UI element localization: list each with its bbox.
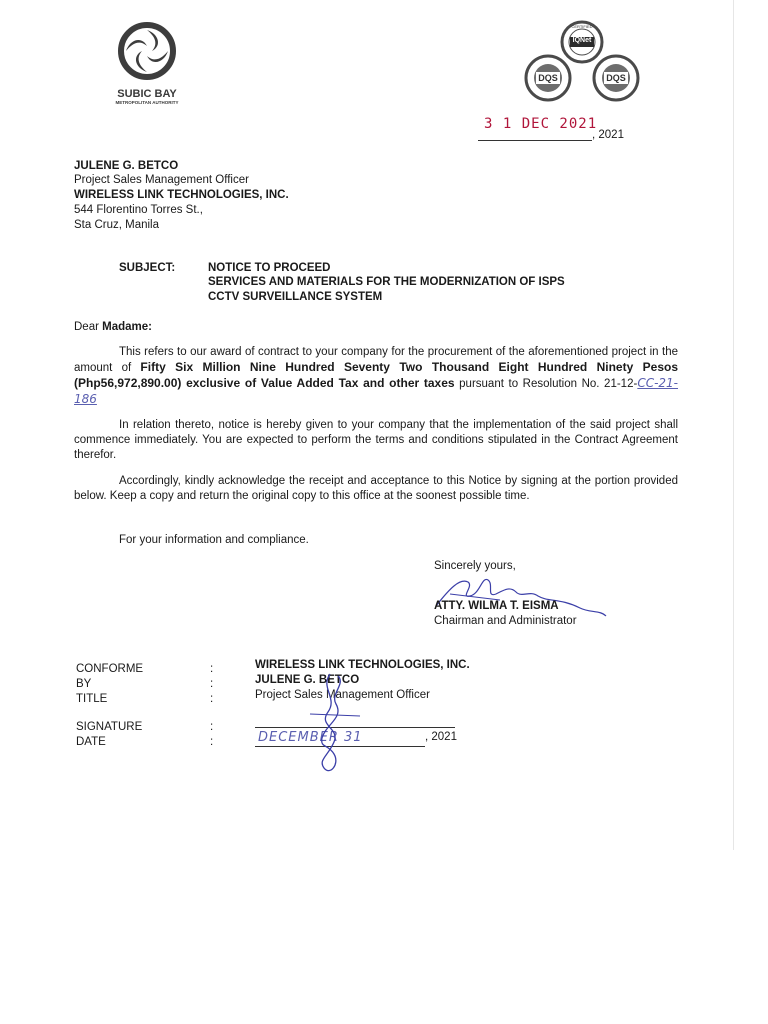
date-label: DATE	[76, 736, 106, 748]
paragraph-award-resolution: pursuant to Resolution No. 21-12-	[454, 378, 638, 390]
conforme-company: WIRELESS LINK TECHNOLOGIES, INC.	[255, 659, 470, 671]
scan-edge	[733, 0, 734, 850]
cert-top-label: CERTIFIED	[571, 24, 593, 29]
salutation-prefix: Dear	[74, 321, 103, 333]
recipient-name: JULENE G. BETCO	[74, 160, 179, 172]
paragraph-compliance: For your information and compliance.	[119, 534, 309, 546]
iqnet-label: IQNet	[572, 37, 592, 44]
sbma-emblem-icon	[104, 20, 190, 82]
subject-line2: SERVICES AND MATERIALS FOR THE MODERNIZATION OF ISPS	[208, 276, 565, 288]
certification-seal-icon	[512, 18, 652, 106]
logo-name: SUBIC BAY	[117, 88, 177, 100]
signatory-title: Chairman and Administrator	[434, 615, 577, 627]
certification-badges	[512, 18, 652, 106]
conforme-title: Project Sales Management Officer	[255, 689, 430, 701]
title-colon: :	[210, 693, 214, 705]
by-label: BY	[76, 678, 92, 690]
title-label: TITLE	[76, 693, 108, 705]
date-line	[478, 140, 592, 141]
recipient-address-line1: 544 Florentino Torres St.,	[74, 204, 203, 216]
closing-sincerely: Sincerely yours,	[434, 560, 516, 572]
signature-colon: :	[210, 721, 214, 733]
signature-label: SIGNATURE	[76, 721, 143, 733]
dqs-badge-left: DQS	[538, 73, 558, 83]
date-stamp: 3 1 DEC 2021	[484, 116, 598, 132]
date-colon: :	[210, 736, 214, 748]
by-colon: :	[210, 678, 214, 690]
conforme-name: JULENE G. BETCO	[255, 674, 360, 686]
contract-amount: Fifty Six Million Nine Hundred Seventy Two Thousand Eight Hundred Ninety Pesos (Php56,972,890.00) exclusive of Value Added Tax and other taxes	[74, 360, 678, 390]
conforme-date-handwritten: DECEMBER 31	[258, 730, 363, 745]
signatory-name: ATTY. WILMA T. EISMA	[434, 600, 559, 612]
subject-line3: CCTV SURVEILLANCE SYSTEM	[208, 291, 383, 303]
logo-subtitle: METROPOLITAN AUTHORITY	[115, 100, 179, 105]
paragraph-acknowledge: Accordingly, kindly acknowledge the receipt and acceptance to this Notice by signing at the portion provided below. Keep a copy and return the original copy to this office at the soonest possible time.	[74, 475, 678, 502]
dqs-badge-right: DQS	[606, 73, 626, 83]
recipient-address-line2: Sta Cruz, Manila	[74, 219, 160, 231]
conforme-label: CONFORME	[76, 663, 144, 675]
salutation-name: Madame:	[102, 321, 152, 333]
paragraph-award	[74, 345, 678, 408]
recipient-company: WIRELESS LINK TECHNOLOGIES, INC.	[74, 189, 289, 201]
date-year: , 2021	[592, 129, 624, 141]
subject-label: SUBJECT:	[119, 262, 176, 274]
resolution-number-handwritten: CC-21-186	[74, 376, 678, 406]
conforme-date-year: , 2021	[425, 731, 457, 743]
subject-line1: NOTICE TO PROCEED	[208, 262, 331, 274]
paragraph-award-text: This refers to our award of contract to your company for the procurement of the aforementioned project in the amount of	[74, 346, 678, 374]
conforme-colon: :	[210, 663, 214, 675]
salutation	[74, 320, 152, 334]
paragraph-implementation: In relation thereto, notice is hereby given to your company that the implementation of the said project shall commence immediately. You are expected to perform the terms and conditions stipulated in the Contract Agreement therefor.	[74, 419, 678, 461]
conforme-signature	[300, 668, 370, 778]
sbma-logo	[104, 20, 190, 104]
recipient-position: Project Sales Management Officer	[74, 174, 249, 186]
